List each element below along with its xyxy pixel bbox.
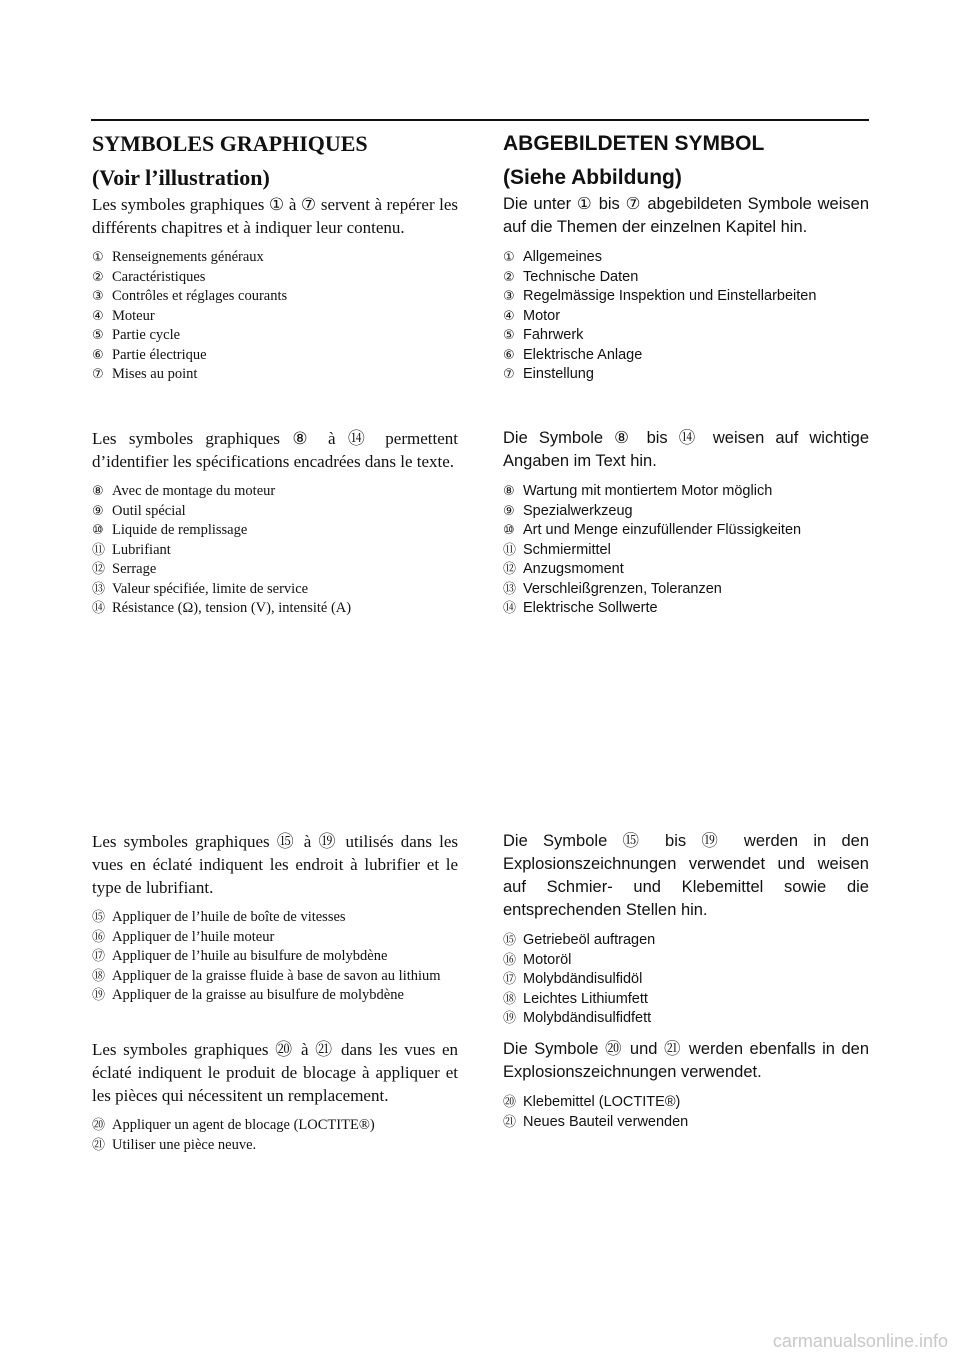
list-item-text: Appliquer de l’huile de boîte de vitesses [112, 909, 346, 925]
german-section-1 [503, 193, 869, 385]
section-intro: Die unter ① bis ⑦ abgebildeten Symbole weisen auf die Themen der einzelnen Kapitel hin. [503, 195, 869, 236]
list-item-text: Klebemittel (LOCTITE®) [523, 1094, 681, 1110]
list-item [503, 1009, 869, 1029]
list-item-text: Wartung mit montiertem Motor möglich [523, 483, 773, 499]
symbol-number-icon: ⑱ [92, 968, 106, 984]
symbol-number-icon: ⑲ [92, 988, 106, 1003]
symbol-list [503, 482, 869, 619]
list-item-text: Schmiermittel [523, 541, 611, 558]
symbol-number-icon: ② [92, 269, 104, 285]
list-item [503, 248, 869, 268]
list-item-text: Mises au point [112, 366, 198, 382]
symbol-list [92, 482, 458, 619]
list-item-text: Appliquer un agent de blocage (LOCTITE®) [112, 1117, 375, 1133]
list-item [503, 502, 869, 522]
symbol-number-icon: ⑪ [503, 542, 517, 558]
list-item [92, 482, 458, 502]
list-item [92, 947, 458, 967]
symbol-list [92, 908, 458, 1006]
section-intro: Die Symbole ⑳ und ㉑ werden ebenfalls in den Explosionszeichnungen verwendet. [503, 1040, 869, 1081]
symbol-number-icon: ③ [92, 289, 104, 304]
list-item-text: Moteur [112, 307, 155, 324]
section-intro: Die Symbole ⑧ bis ⑭ weisen auf wichtige Angaben im Text hin. [503, 429, 869, 470]
watermark: carmanualsonline.info [772, 1331, 948, 1351]
list-item-text: Avec de montage du moteur [112, 483, 276, 499]
list-item [92, 365, 458, 385]
list-item-text: Art und Menge einzufüllender Flüssigkeiten [523, 522, 802, 538]
list-item-text: Appliquer de l’huile au bisulfure de molybdène [112, 948, 388, 964]
symbol-number-icon: ⑤ [503, 328, 515, 343]
list-item [92, 908, 458, 928]
list-item [92, 1136, 458, 1156]
list-item-text: Regelmässige Inspektion und Einstellarbeiten [523, 288, 817, 304]
list-item [503, 1093, 869, 1113]
list-item [503, 580, 869, 600]
symbol-number-icon: ⑫ [92, 562, 106, 577]
symbol-number-icon: ③ [503, 289, 515, 304]
list-item [92, 502, 458, 522]
symbol-number-icon: ⑰ [92, 949, 106, 964]
list-item [92, 560, 458, 580]
list-item-text: Motor [523, 307, 561, 324]
symbol-number-icon: ⑭ [503, 601, 517, 616]
list-item [92, 287, 458, 307]
symbol-list [92, 248, 458, 385]
list-item-text: Partie cycle [112, 327, 181, 343]
german-section-3 [503, 830, 869, 1029]
list-item [503, 990, 869, 1010]
symbol-number-icon: ② [503, 269, 515, 285]
symbol-number-icon: ㉑ [92, 1137, 106, 1153]
german-title-line2: (Siehe Abbildung) [503, 166, 682, 189]
list-item-text: Contrôles et réglages courants [112, 288, 288, 304]
french-heading [92, 127, 458, 195]
french-section-2 [92, 427, 458, 619]
symbol-number-icon: ⑤ [92, 328, 104, 343]
list-item-text: Leichtes Lithiumfett [523, 990, 648, 1007]
section-intro: Les symboles graphiques ⑮ à ⑲ utilisés dans les vues en éclaté indiquent les endroit à lubrifier et le type de lubrifiant. [92, 832, 458, 897]
symbol-number-icon: ⑮ [503, 933, 517, 948]
list-item [92, 268, 458, 288]
symbol-list [503, 931, 869, 1029]
list-item [92, 580, 458, 600]
symbol-number-icon: ⑩ [503, 523, 515, 538]
list-item [92, 521, 458, 541]
list-item [503, 970, 869, 990]
french-title-line1: SYMBOLES GRAPHIQUES [92, 131, 368, 156]
list-item [503, 346, 869, 366]
list-item [92, 599, 458, 619]
symbol-number-icon: ㉑ [503, 1114, 517, 1130]
section-intro: Les symboles graphiques ① à ⑦ servent à repérer les différents chapitres et à indiquer leur contenu. [92, 195, 458, 237]
french-section-1 [92, 193, 458, 385]
symbol-number-icon: ④ [92, 308, 104, 324]
symbol-number-icon: ⑥ [92, 347, 104, 363]
list-item-text: Utiliser une pièce neuve. [112, 1136, 257, 1153]
french-title-line2: (Voir l’illustration) [92, 165, 270, 190]
list-item [503, 482, 869, 502]
symbol-number-icon: ⑮ [92, 910, 106, 925]
list-item [92, 326, 458, 346]
symbol-number-icon: ⑲ [503, 1011, 517, 1026]
list-item-text: Liquide de remplissage [112, 522, 248, 538]
list-item [503, 521, 869, 541]
symbol-number-icon: ① [503, 250, 515, 265]
symbol-number-icon: ⑯ [503, 952, 517, 968]
french-section-3 [92, 830, 458, 1006]
list-item [503, 931, 869, 951]
french-section-4 [92, 1038, 458, 1155]
symbol-number-icon: ⑳ [503, 1095, 517, 1110]
list-item-text: Fahrwerk [523, 327, 584, 343]
symbol-number-icon: ⑩ [92, 523, 104, 538]
list-item [92, 541, 458, 561]
symbol-number-icon: ⑳ [92, 1118, 106, 1133]
list-item [92, 307, 458, 327]
list-item-text: Outil spécial [112, 502, 186, 519]
list-item-text: Verschleißgrenzen, Toleranzen [523, 580, 722, 597]
symbol-number-icon: ④ [503, 308, 515, 324]
symbol-number-icon: ⑦ [503, 367, 515, 382]
section-intro: Die Symbole ⑮ bis ⑲ werden in den Explosionszeichnungen verwendet und weisen auf Schmier- und Klebemittel sowie die entsprechenden Stellen hin. [503, 832, 869, 919]
list-item-text: Appliquer de la graisse fluide à base de savon au lithium [112, 967, 441, 984]
symbol-number-icon: ⑱ [503, 991, 517, 1007]
list-item-text: Anzugsmoment [523, 561, 624, 577]
symbol-number-icon: ⑰ [503, 972, 517, 987]
symbol-number-icon: ⑧ [92, 484, 104, 499]
list-item-text: Appliquer de la graisse au bisulfure de molybdène [112, 987, 404, 1003]
symbol-list [503, 1093, 869, 1132]
symbol-number-icon: ⑥ [503, 347, 515, 363]
list-item-text: Appliquer de l’huile moteur [112, 928, 275, 945]
list-item-text: Elektrische Anlage [523, 346, 643, 363]
list-item [503, 287, 869, 307]
list-item [92, 1116, 458, 1136]
list-item-text: Technische Daten [523, 268, 639, 285]
list-item [92, 248, 458, 268]
symbol-number-icon: ⑦ [92, 367, 104, 382]
section-intro: Les symboles graphiques ⑧ à ⑭ permettent d’identifier les spécifications encadrées dans le texte. [92, 429, 458, 471]
symbol-number-icon: ⑬ [92, 581, 106, 597]
list-item-text: Partie électrique [112, 346, 207, 363]
list-item-text: Einstellung [523, 366, 594, 382]
symbol-number-icon: ⑯ [92, 929, 106, 945]
symbol-number-icon: ⑫ [503, 562, 517, 577]
symbol-number-icon: ⑨ [503, 503, 515, 519]
symbol-number-icon: ⑭ [92, 601, 106, 616]
list-item-text: Lubrifiant [112, 541, 171, 558]
list-item-text: Résistance (Ω), tension (V), intensité (A) [112, 600, 352, 616]
list-item [503, 1113, 869, 1133]
symbol-number-icon: ① [92, 250, 104, 265]
symbol-list [92, 1116, 458, 1155]
list-item-text: Motoröl [523, 951, 572, 968]
list-item-text: Serrage [112, 561, 157, 577]
list-item-text: Caractéristiques [112, 268, 206, 285]
symbol-number-icon: ⑧ [503, 484, 515, 499]
german-section-2 [503, 427, 869, 619]
symbol-number-icon: ⑪ [92, 542, 106, 558]
list-item [503, 268, 869, 288]
list-item-text: Molybdändisulfidfett [523, 1010, 652, 1026]
german-section-4 [503, 1038, 869, 1132]
symbol-number-icon: ⑬ [503, 581, 517, 597]
list-item-text: Spezialwerkzeug [523, 502, 633, 519]
list-item [503, 326, 869, 346]
list-item [503, 365, 869, 385]
list-item-text: Elektrische Sollwerte [523, 600, 658, 616]
list-item [92, 928, 458, 948]
symbol-list [503, 248, 869, 385]
list-item [92, 986, 458, 1006]
list-item-text: Valeur spécifiée, limite de service [112, 580, 309, 597]
list-item [503, 541, 869, 561]
list-item-text: Getriebeöl auftragen [523, 932, 656, 948]
list-item-text: Renseignements généraux [112, 249, 264, 265]
german-title-line1: ABGEBILDETEN SYMBOL [503, 132, 765, 155]
symbol-number-icon: ⑨ [92, 503, 104, 519]
german-heading [503, 127, 869, 195]
list-item-text: Molybdändisulfidöl [523, 971, 643, 987]
list-item [503, 951, 869, 971]
list-item-text: Allgemeines [523, 249, 602, 265]
section-intro: Les symboles graphiques ⑳ à ㉑ dans les vues en éclaté indiquent le produit de blocage à appliquer et les pièces qui nécessitent un remplacement. [92, 1040, 458, 1105]
list-item-text: Neues Bauteil verwenden [523, 1113, 689, 1130]
list-item [92, 967, 458, 987]
top-rule [91, 119, 869, 121]
list-item [92, 346, 458, 366]
list-item [503, 307, 869, 327]
list-item [503, 599, 869, 619]
list-item [503, 560, 869, 580]
